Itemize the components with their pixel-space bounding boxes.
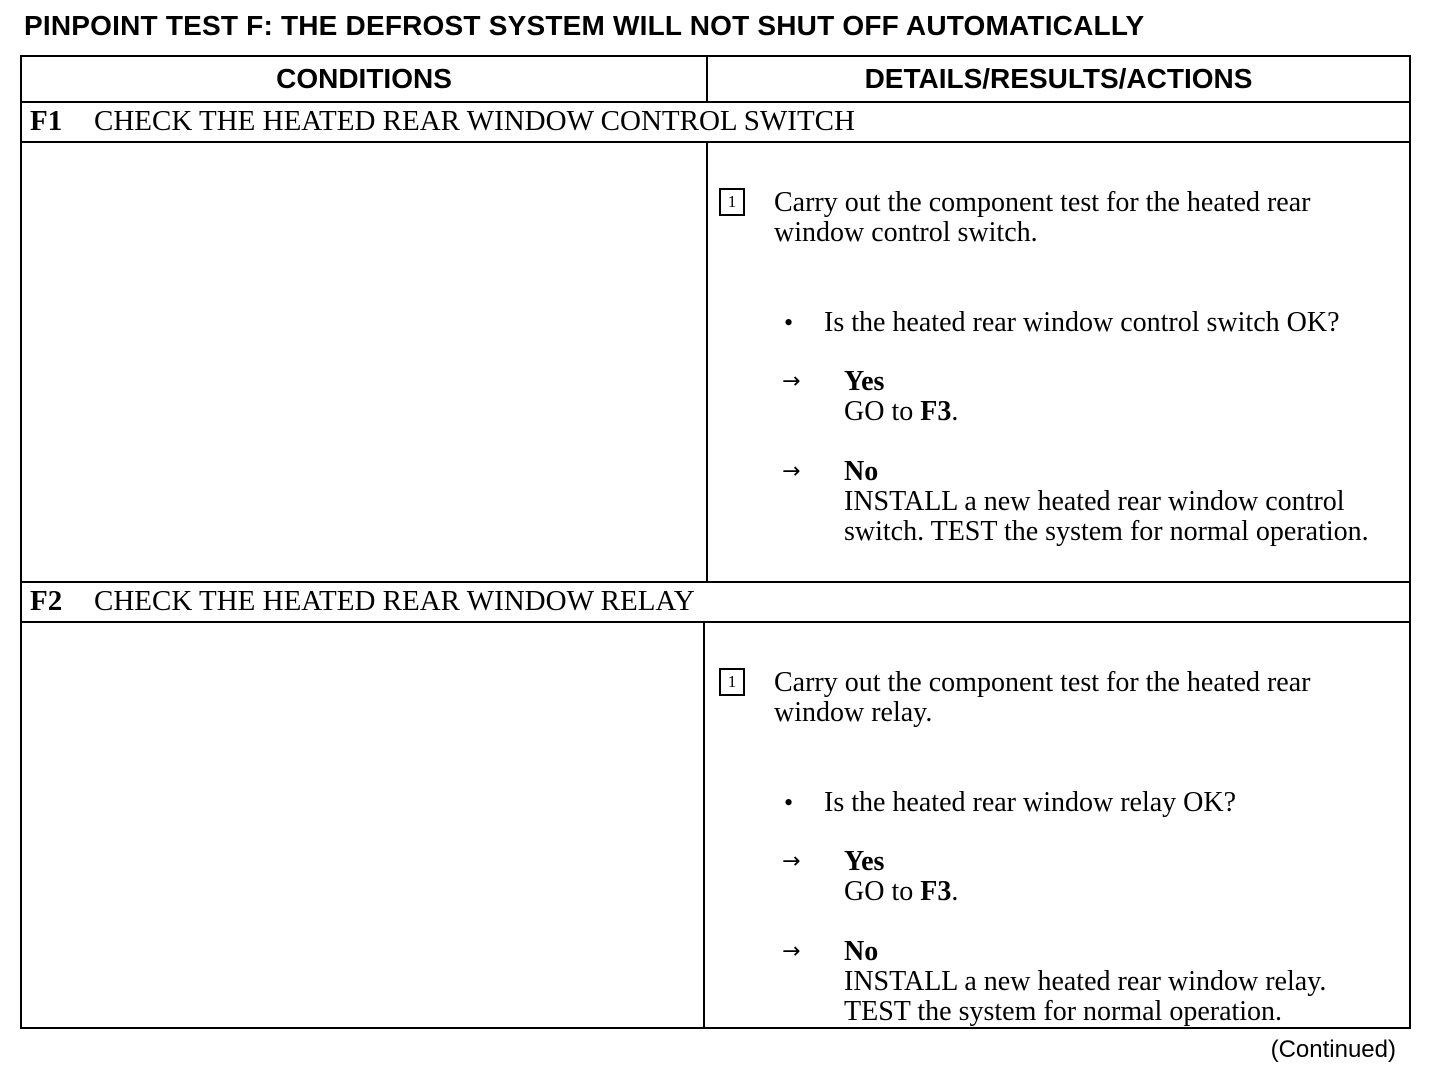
bullet-icon: •: [784, 788, 794, 817]
no-action: INSTALL a new heated rear window relay. TEST the system for normal operation.: [844, 966, 1327, 1027]
f1-column-divider: [706, 143, 708, 581]
no-label: No: [844, 936, 879, 967]
details-column-header: DETAILS/RESULTS/ACTIONS: [864, 63, 1253, 94]
header-column-divider: [706, 57, 708, 101]
f1-title-divider: [22, 141, 1409, 143]
page-title: PINPOINT TEST F: THE DEFROST SYSTEM WILL NOT SHUT OFF AUTOMATICALLY: [24, 10, 1145, 41]
arrow-right-icon: →: [782, 849, 801, 874]
question-text: Is the heated rear window control switch OK?: [824, 307, 1340, 338]
yes-label: Yes: [844, 366, 885, 397]
yes-action-suffix: .: [951, 396, 959, 427]
step-title: CHECK THE HEATED REAR WINDOW CONTROL SWITCH: [94, 105, 855, 137]
yes-action-prefix: GO to: [844, 876, 921, 907]
arrow-right-icon: →: [782, 939, 801, 964]
yes-action: [844, 397, 958, 427]
step-id: F1: [30, 105, 63, 137]
action-text: Carry out the component test for the heated rear window control switch.: [774, 187, 1311, 248]
arrow-right-icon: →: [782, 369, 801, 394]
question-text: Is the heated rear window relay OK?: [824, 787, 1237, 818]
step-title-row-f1: [30, 102, 855, 140]
continued-note: (Continued): [1270, 1036, 1396, 1063]
yes-action-target: F3: [920, 396, 952, 427]
yes-action-suffix: .: [951, 876, 959, 907]
action-text: Carry out the component test for the heated rear window relay.: [774, 667, 1311, 728]
action-number-box: 1: [719, 188, 745, 216]
yes-label: Yes: [844, 846, 885, 877]
action-number-box: 1: [719, 668, 745, 696]
bullet-icon: •: [784, 308, 794, 337]
no-action: INSTALL a new heated rear window control switch. TEST the system for normal operation.: [844, 486, 1369, 547]
pinpoint-test-table: [20, 55, 1411, 1029]
f2-title-divider: [22, 621, 1409, 623]
arrow-right-icon: →: [782, 459, 801, 484]
yes-action-target: F3: [920, 876, 952, 907]
no-label: No: [844, 456, 879, 487]
yes-action: [844, 877, 958, 907]
conditions-column-header: CONDITIONS: [276, 63, 452, 94]
yes-action-prefix: GO to: [844, 396, 921, 427]
f2-column-divider: [703, 623, 705, 1029]
step-id: F2: [30, 585, 63, 617]
step-title: CHECK THE HEATED REAR WINDOW RELAY: [94, 585, 695, 617]
step-title-row-f2: [30, 582, 695, 620]
